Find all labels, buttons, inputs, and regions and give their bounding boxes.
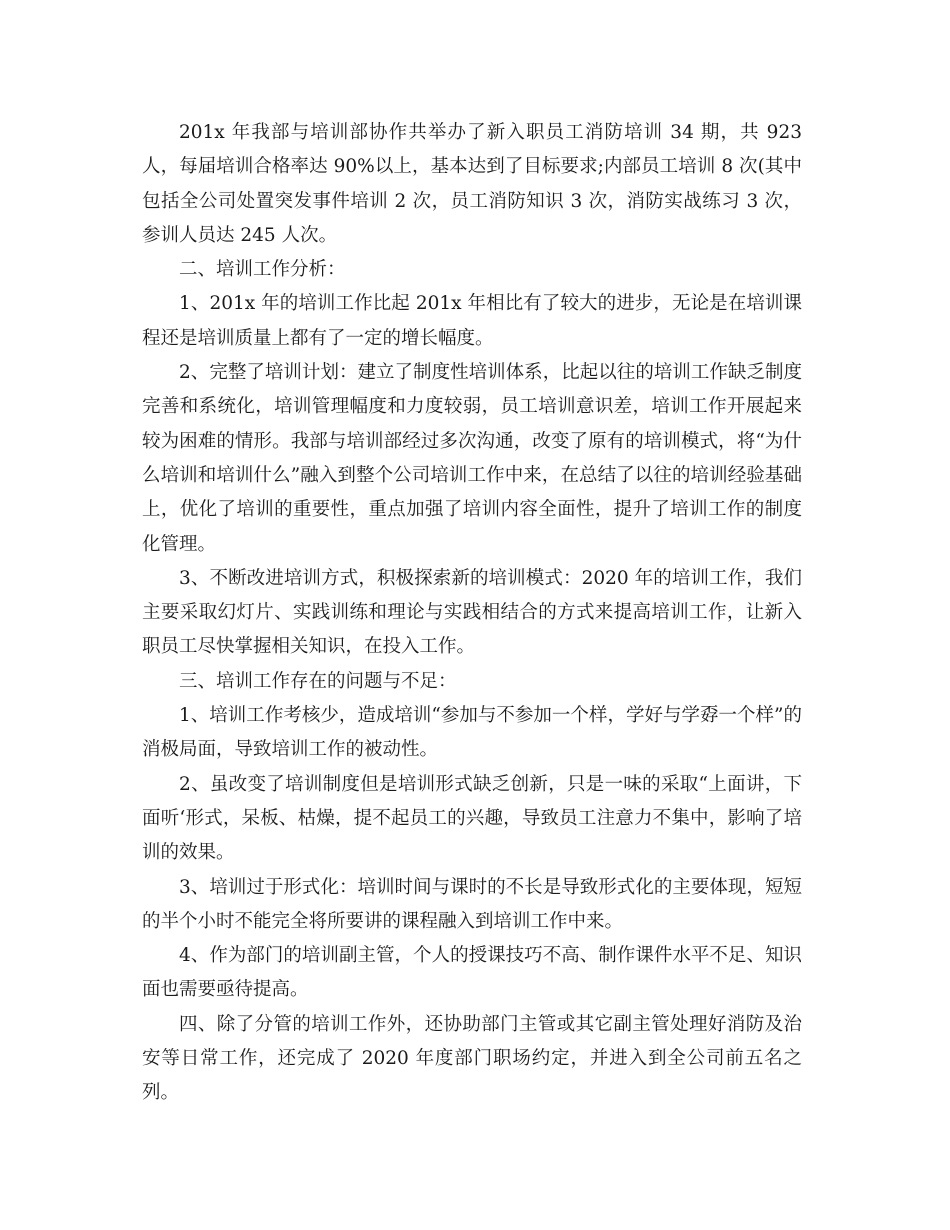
paragraph-problem-3: 3、培训过于形式化：培训时间与课时的不长是导致形式化的主要体现，短短的半个小时不能完全将所要讲的课程融入到培训工作中来。 xyxy=(142,876,802,932)
paragraph-problem-1: 1、培训工作考核少，造成培训“参加与不参加一个样，学好与学孬一个样”的消极局面，导致培训工作的被动性。 xyxy=(142,705,802,761)
paragraph-problem-2: 2、虽改变了培训制度但是培训形式缺乏创新，只是一味的采取“上面讲，下面听‘形式，呆板、枯燥，提不起员工的兴趣，导致员工注意力不集中，影响了培训的效果。 xyxy=(142,773,802,864)
paragraph-analysis-1: 1、201x 年的培训工作比起 201x 年相比有了较大的进步，无论是在培训课程还是培训质量上都有了一定的增长幅度。 xyxy=(142,293,802,349)
paragraph-training-summary: 201x 年我部与培训部协作共举办了新入职员工消防培训 34 期，共 923 人，每届培训合格率达 90%以上，基本达到了目标要求;内部员工培训 8 次(其中包括全公司处置突发事件培训 2 次，员工消防知识 3 次，消防实战练习 3 次，参训人员达 245 人次。 xyxy=(142,122,802,246)
document-body xyxy=(142,116,802,1111)
paragraph-other-work: 四、除了分管的培训工作外，还协助部门主管或其它副主管处理好消防及治安等日常工作，还完成了 2020 年度部门职场约定，并进入到全公司前五名之列。 xyxy=(142,1013,802,1104)
heading-training-analysis: 二、培训工作分析： xyxy=(179,259,346,281)
paragraph-problem-4: 4、作为部门的培训副主管，个人的授课技巧不高、制作课件水平不足、知识面也需要亟待提高。 xyxy=(142,945,802,1001)
paragraph-analysis-3: 3、不断改进培训方式，积极探索新的培训模式：2020 年的培训工作，我们主要采取幻灯片、实践训练和理论与实践相结合的方式来提高培训工作，让新入职员工尽快掌握相关知识，在投入工作。 xyxy=(142,567,802,658)
paragraph-analysis-2: 2、完整了培训计划：建立了制度性培训体系，比起以往的培训工作缺乏制度完善和系统化，培训管理幅度和力度较弱，员工培训意识差，培训工作开展起来较为困难的情形。我部与培训部经过多次沟通，改变了原有的培训模式，将“为什么培训和培训什么”融入到整个公司培训工作中来，在总结了以往的培训经验基础上，优化了培训的重要性，重点加强了培训内容全面性，提升了培训工作的制度化管理。 xyxy=(142,362,802,555)
heading-problems: 三、培训工作存在的问题与不足： xyxy=(179,670,457,692)
